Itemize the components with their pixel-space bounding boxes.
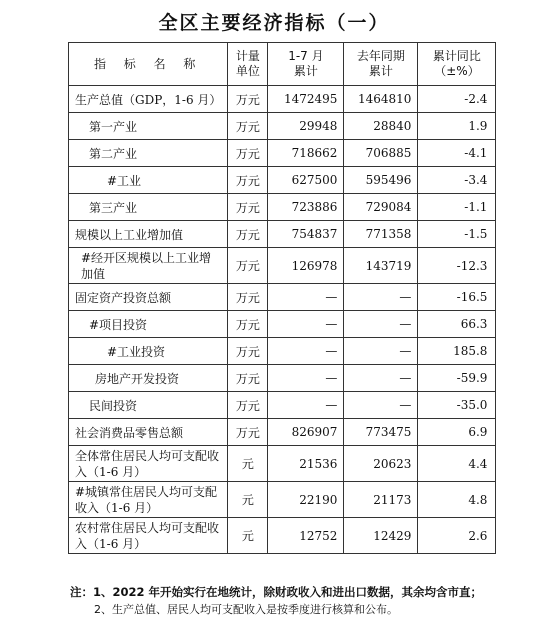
table-row	[69, 518, 496, 554]
row-previous: 595496	[344, 167, 418, 194]
row-previous: —	[344, 311, 418, 338]
row-change: -2.4	[418, 86, 496, 113]
row-unit: 万元	[228, 338, 268, 365]
row-change: 185.8	[418, 338, 496, 365]
row-name: 第二产业	[69, 140, 228, 167]
row-name: 社会消费品零售总额	[69, 419, 228, 446]
header-unit	[228, 43, 268, 86]
row-unit: 万元	[228, 167, 268, 194]
row-previous: —	[344, 284, 418, 311]
row-current: 22190	[268, 482, 344, 518]
row-name: 规模以上工业增加值	[69, 221, 228, 248]
row-change: -16.5	[418, 284, 496, 311]
table-row	[69, 365, 496, 392]
table-row	[69, 311, 496, 338]
header-indicator-name: 指 标 名 称	[69, 43, 228, 86]
header-current	[268, 43, 344, 86]
row-previous: 771358	[344, 221, 418, 248]
row-name: 第三产业	[69, 194, 228, 221]
footnote-1: 注：1、2022 年开始实行在地统计，除财政收入和进出口数据，其余均含市直；	[70, 585, 483, 599]
header-unit-line2: 单位	[235, 64, 260, 78]
row-change: -12.3	[418, 248, 496, 284]
row-unit: 元	[228, 518, 268, 554]
row-current: 723886	[268, 194, 344, 221]
row-name: 房地产开发投资	[69, 365, 228, 392]
row-name: 全体常住居民人均可支配收入（1-6 月）	[69, 446, 228, 482]
row-name: 民间投资	[69, 392, 228, 419]
table-row	[69, 419, 496, 446]
row-previous: 1464810	[344, 86, 418, 113]
table-header-row	[69, 43, 496, 86]
row-current: 627500	[268, 167, 344, 194]
row-current: —	[268, 338, 344, 365]
header-current-line1: 1-7 月	[288, 49, 324, 63]
row-previous: 20623	[344, 446, 418, 482]
row-previous: 143719	[344, 248, 418, 284]
table-row	[69, 86, 496, 113]
table-row	[69, 392, 496, 419]
footnote-2: 2、生产总值、居民人均可支配收入是按季度进行核算和公布。	[94, 603, 398, 616]
row-name: #经开区规模以上工业增加值	[69, 248, 228, 284]
row-unit: 万元	[228, 86, 268, 113]
table-row	[69, 113, 496, 140]
row-previous: 729084	[344, 194, 418, 221]
table-row	[69, 248, 496, 284]
row-change: 1.9	[418, 113, 496, 140]
row-current: 126978	[268, 248, 344, 284]
row-change: 6.9	[418, 419, 496, 446]
row-name: 生产总值（GDP，1-6 月）	[69, 86, 228, 113]
row-change: -59.9	[418, 365, 496, 392]
row-unit: 元	[228, 482, 268, 518]
row-previous: —	[344, 365, 418, 392]
indicators-table	[68, 42, 496, 554]
row-current: —	[268, 284, 344, 311]
table-row	[69, 167, 496, 194]
row-current: 718662	[268, 140, 344, 167]
row-unit: 万元	[228, 311, 268, 338]
table-row	[69, 284, 496, 311]
row-name: #城镇常住居民人均可支配收入（1-6 月）	[69, 482, 228, 518]
row-unit: 万元	[228, 221, 268, 248]
row-change: 66.3	[418, 311, 496, 338]
row-change: -35.0	[418, 392, 496, 419]
row-current: 12752	[268, 518, 344, 554]
row-unit: 万元	[228, 113, 268, 140]
row-current: 29948	[268, 113, 344, 140]
table-row	[69, 194, 496, 221]
row-change: -1.1	[418, 194, 496, 221]
row-change: -4.1	[418, 140, 496, 167]
row-name: 第一产业	[69, 113, 228, 140]
row-name: #工业投资	[69, 338, 228, 365]
header-change-line2: （±%）	[434, 64, 480, 78]
footnotes	[70, 584, 548, 618]
row-previous: 773475	[344, 419, 418, 446]
row-current: —	[268, 311, 344, 338]
row-unit: 万元	[228, 365, 268, 392]
row-change: -1.5	[418, 221, 496, 248]
row-current: 1472495	[268, 86, 344, 113]
table-row	[69, 338, 496, 365]
header-change-line1: 累计同比	[432, 49, 481, 63]
row-unit: 元	[228, 446, 268, 482]
table-row	[69, 482, 496, 518]
row-previous: 21173	[344, 482, 418, 518]
row-unit: 万元	[228, 392, 268, 419]
row-name: #工业	[69, 167, 228, 194]
table-row	[69, 140, 496, 167]
row-previous: —	[344, 392, 418, 419]
page-title: 全区主要经济指标（一）	[158, 12, 390, 34]
header-unit-line1: 计量	[235, 49, 260, 63]
row-unit: 万元	[228, 194, 268, 221]
row-unit: 万元	[228, 140, 268, 167]
header-previous	[344, 43, 418, 86]
row-previous: 12429	[344, 518, 418, 554]
row-name: 固定资产投资总额	[69, 284, 228, 311]
row-previous: 28840	[344, 113, 418, 140]
row-unit: 万元	[228, 248, 268, 284]
row-name: #项目投资	[69, 311, 228, 338]
row-current: 826907	[268, 419, 344, 446]
row-previous: 706885	[344, 140, 418, 167]
row-change: 4.8	[418, 482, 496, 518]
row-current: —	[268, 365, 344, 392]
row-unit: 万元	[228, 419, 268, 446]
row-current: —	[268, 392, 344, 419]
row-change: 4.4	[418, 446, 496, 482]
row-previous: —	[344, 338, 418, 365]
row-change: 2.6	[418, 518, 496, 554]
header-previous-line1: 去年同期	[356, 49, 405, 63]
row-current: 754837	[268, 221, 344, 248]
header-current-line2: 累计	[293, 64, 318, 78]
table-row	[69, 221, 496, 248]
row-change: -3.4	[418, 167, 496, 194]
row-current: 21536	[268, 446, 344, 482]
row-unit: 万元	[228, 284, 268, 311]
header-previous-line2: 累计	[368, 64, 393, 78]
header-change	[418, 43, 496, 86]
row-name: 农村常住居民人均可支配收入（1-6 月）	[69, 518, 228, 554]
table-row	[69, 446, 496, 482]
